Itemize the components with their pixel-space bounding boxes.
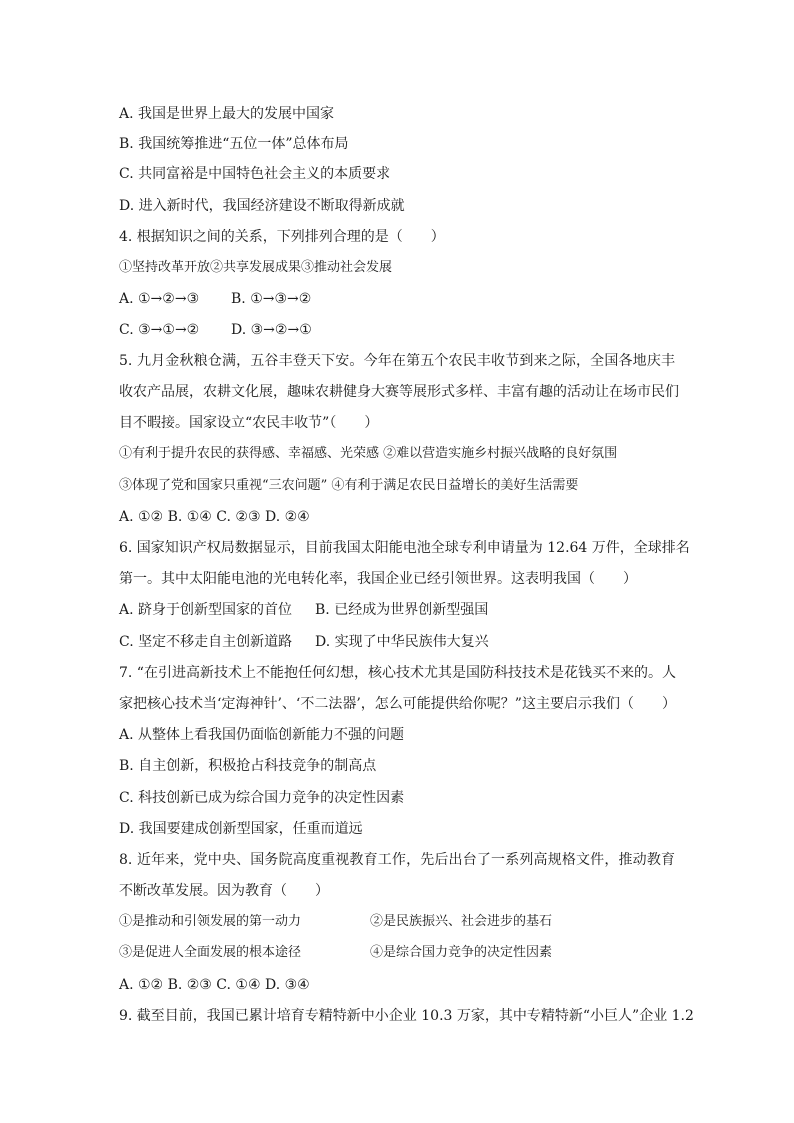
q4-items: ①坚持改革开放②共享发展成果③推动社会发展 [119, 260, 393, 275]
q5-items-line-2: ③体现了党和国家只重视“三农问题” ④有利于满足农民日益增长的美好生活需要 [119, 478, 579, 493]
q7-stem-line-2: 家把核心技术当‘定海神针’、‘不二法器’，怎么可能提供给你呢？”这主要启示我们（ ） [119, 696, 676, 712]
q8-stem-line-2: 不断改革发展。因为教育（ ） [119, 883, 329, 899]
q8-item-2: ②是民族振兴、社会进步的基石 [370, 914, 553, 929]
q6-stem-line-1: 6. 国家知识产权局数据显示，目前我国太阳能电池全球专利申请量为 12.64 万件，全球排名 [119, 540, 690, 556]
q4-options-row-1 [119, 289, 312, 309]
q8-items-row-2 [119, 943, 553, 963]
q5-items-line-1: ①有利于提升农民的获得感、幸福感、光荣感 ②难以营造实施乡村振兴战略的良好氛围 [119, 446, 618, 461]
q7-option-c: C. 科技创新已成为综合国力竞争的决定性因素 [119, 790, 405, 806]
q8-item-3: ③是促进人全面发展的根本途径 [119, 945, 302, 960]
q3-option-a: A. 我国是世界上最大的发展中国家 [119, 106, 335, 122]
q4-option-b: B. ①→③→② [231, 291, 312, 307]
q7-option-b: B. 自主创新，积极抢占科技竞争的制高点 [119, 758, 377, 774]
q4-option-c: C. ③→①→② [119, 322, 200, 338]
q7-option-d: D. 我国要建成创新型国家，任重而道远 [119, 821, 363, 837]
q8-item-1: ①是推动和引领发展的第一动力 [119, 914, 302, 929]
q8-options: A. ①② B. ②③ C. ①④ D. ③④ [119, 977, 310, 993]
q4-stem: 4. 根据知识之间的关系，下列排列合理的是（ ） [119, 229, 445, 245]
q6-options-row-2 [119, 632, 489, 652]
q7-stem-line-1: 7. “在引进高新技术上不能抱任何幻想，核心技术尤其是国防科技技术是花钱买不来的。人 [119, 665, 676, 681]
q8-stem-line-1: 8. 近年来，党中央、国务院高度重视教育工作，先后出台了一系列高规格文件，推动教育 [119, 852, 675, 868]
q4-options-row-2 [119, 320, 312, 340]
q5-options: A. ①② B. ①④ C. ②③ D. ②④ [119, 509, 310, 525]
q3-option-c: C. 共同富裕是中国特色社会主义的本质要求 [119, 166, 391, 182]
q9-stem-line-1: 9. 截至目前，我国已累计培育专精特新中小企业 10.3 万家，其中专精特新“小巨人”企业 1.2 [119, 1008, 694, 1024]
q6-option-a: A. 跻身于创新型国家的首位 [119, 602, 293, 618]
q6-option-c: C. 坚定不移走自主创新道路 [119, 634, 293, 650]
q6-stem-line-2: 第一。其中太阳能电池的光电转化率，我国企业已经引领世界。这表明我国（ ） [119, 571, 637, 587]
q5-stem-line-1: 5. 九月金秋粮仓满，五谷丰登天下安。今年在第五个农民丰收节到来之际，全国各地庆丰 [119, 353, 675, 369]
q5-stem-line-2: 收农产品展，农耕文化展，趣味农耕健身大赛等展形式多样、丰富有趣的活动让在场市民们 [119, 384, 679, 400]
q8-items-row-1 [119, 912, 553, 932]
q7-option-a: A. 从整体上看我国仍面临创新能力不强的问题 [119, 727, 405, 743]
q6-options-row-1 [119, 600, 489, 620]
q4-option-a: A. ①→②→③ [119, 291, 200, 307]
q3-option-d: D. 进入新时代，我国经济建设不断取得新成就 [119, 198, 405, 214]
q6-option-b: B. 已经成为世界创新型强国 [315, 602, 489, 618]
q3-option-b: B. 我国统筹推进“五位一体”总体布局 [119, 136, 349, 152]
q8-item-4: ④是综合国力竞争的决定性因素 [370, 945, 553, 960]
q4-option-d: D. ③→②→① [231, 322, 312, 338]
q6-option-d: D. 实现了中华民族伟大复兴 [315, 634, 489, 650]
q5-stem-line-3: 目不暇接。国家设立“农民丰收节”（ ） [119, 415, 379, 431]
